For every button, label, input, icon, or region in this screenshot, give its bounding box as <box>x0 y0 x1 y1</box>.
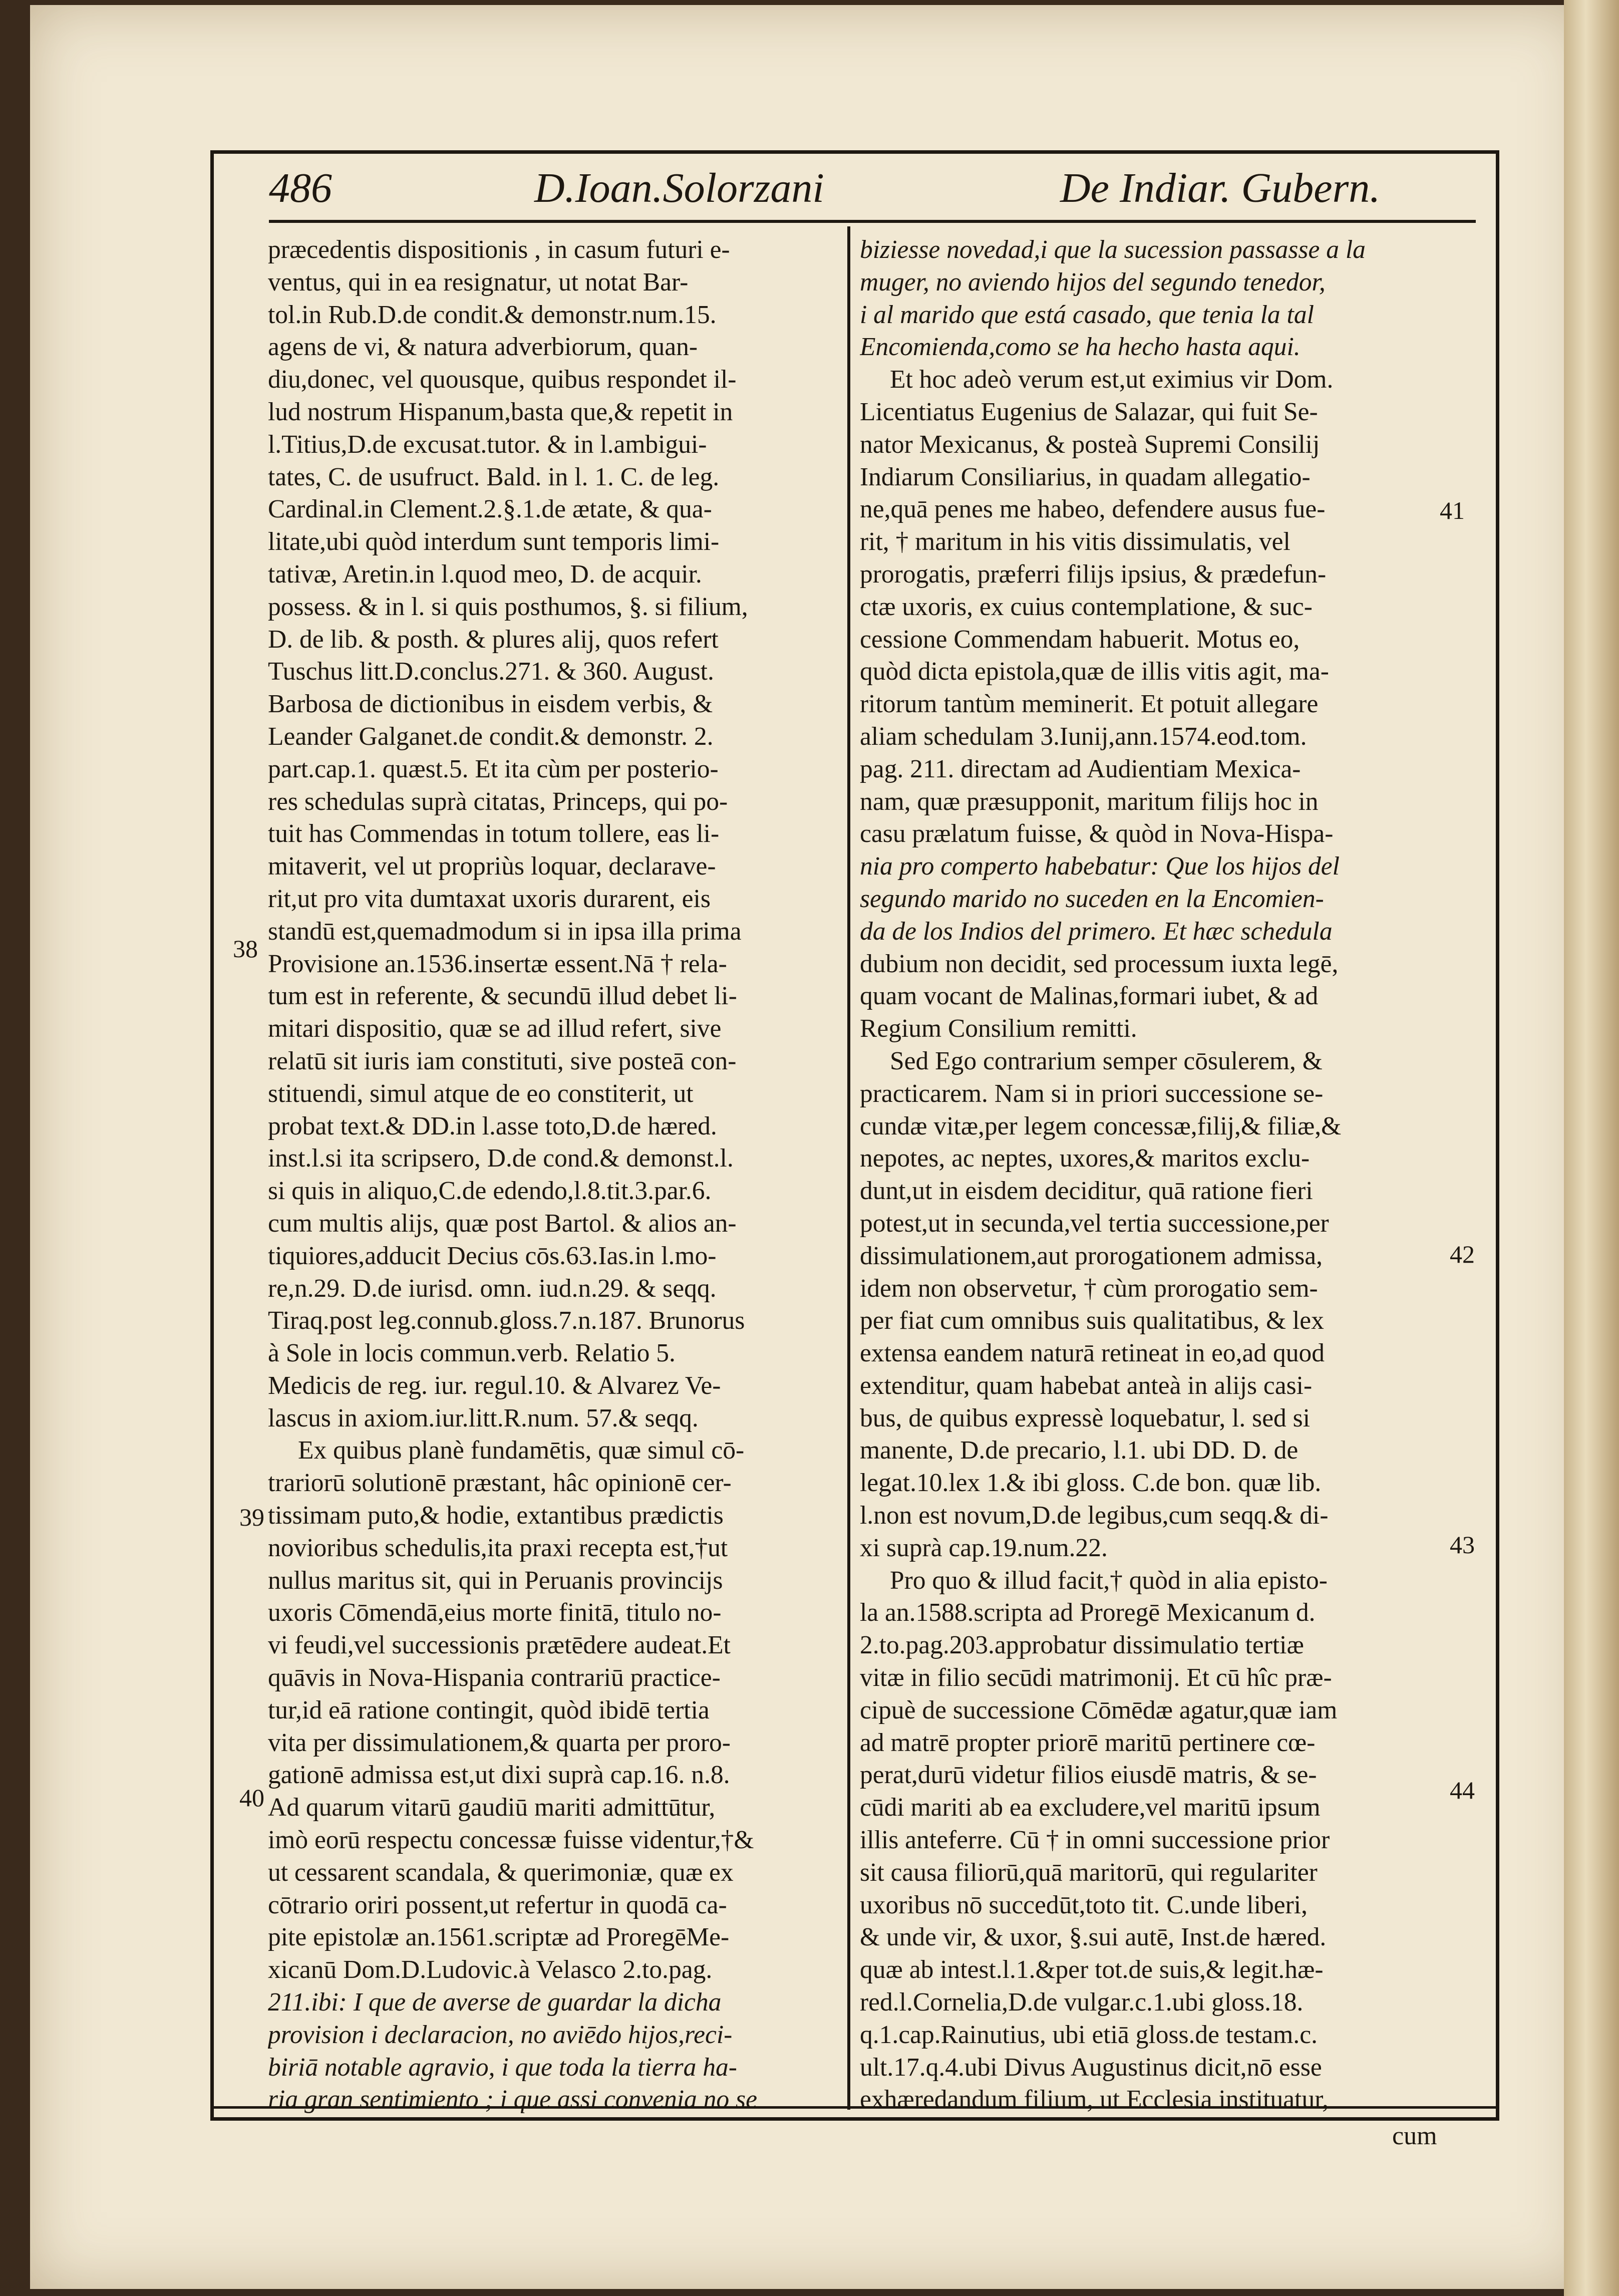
text-line: nia pro comperto habebatur: Que los hijos del <box>860 852 1340 881</box>
text-line: Pro quo & illud facit,† quòd in alia episto- <box>890 1566 1328 1595</box>
margin-number-39: 39 <box>239 1503 264 1531</box>
catchword: cum <box>1392 2122 1437 2150</box>
text-frame <box>210 150 1499 2121</box>
text-line: extensa eandem naturā retineat in eo,ad quod <box>860 1339 1325 1368</box>
text-line: ult.17.q.4.ubi Divus Augustinus dicit,nō esse <box>860 2053 1322 2082</box>
text-line: re,n.29. D.de iurisd. omn. iud.n.29. & seqq. <box>268 1274 717 1303</box>
text-line: Provisione an.1536.insertæ essent.Nā † rela- <box>268 949 727 978</box>
text-line: quam vocant de Malinas,formari iubet, & ad <box>860 982 1319 1011</box>
margin-number-42: 42 <box>1450 1240 1475 1268</box>
text-line: vita per dissimulationem,& quarta per proro- <box>268 1728 731 1757</box>
text-line: i al marido que está casado, que tenia la tal <box>860 300 1314 329</box>
text-line: probat text.& DD.in l.asse toto,D.de hæred. <box>268 1111 717 1140</box>
text-line: lud nostrum Hispanum,basta que,& repetit in <box>268 397 733 426</box>
text-line: si quis in aliquo,C.de edendo,l.8.tit.3.par.6. <box>268 1177 712 1206</box>
text-line: cundæ vitæ,per legem concessæ,filij,& filiæ,& <box>860 1111 1342 1140</box>
text-line: per fiat cum omnibus suis qualitatibus, & lex <box>860 1306 1324 1335</box>
text-line: mitari dispositio, quæ se ad illud refert, sive <box>268 1014 722 1043</box>
text-line: res schedulas suprà citatas, Princeps, qui po- <box>268 787 728 816</box>
text-line: Medicis de reg. iur. regul.10. & Alvarez Ve- <box>268 1371 721 1400</box>
text-line: illis anteferre. Cū † in omni successione prior <box>860 1826 1330 1855</box>
text-line: ad matrē propter priorē maritū pertinere cœ- <box>860 1728 1316 1757</box>
text-line: litate,ubi quòd interdum sunt temporis limi- <box>268 527 720 556</box>
text-line: muger, no aviendo hijos del segundo tenedor, <box>860 267 1326 297</box>
text-line: Barbosa de dictionibus in eisdem verbis, & <box>268 690 713 719</box>
text-line: cōtrario oriri possent,ut refertur in quodā ca- <box>268 1890 727 1919</box>
text-line: red.l.Cornelia,D.de vulgar.c.1.ubi gloss.18. <box>860 1988 1304 2017</box>
text-line: cūdi mariti ab ea excludere,vel maritū ipsum <box>860 1793 1321 1822</box>
text-line: nam, quæ præsupponit, maritum filijs hoc in <box>860 787 1319 816</box>
text-line: Regium Consilium remitti. <box>860 1014 1137 1043</box>
text-line: ventus, qui in ea resignatur, ut notat Bar- <box>268 267 689 297</box>
text-line: diu,donec, vel quousque, quibus respondet il- <box>268 365 737 394</box>
text-line: nullus maritus sit, qui in Peruanis provincijs <box>268 1566 723 1595</box>
text-line: pite epistolæ an.1561.scriptæ ad ProregēMe- <box>268 1923 730 1952</box>
text-line: da de los Indios del primero. Et hæc schedula <box>860 917 1333 946</box>
text-line: dubium non decidit, sed processum iuxta legē, <box>860 949 1339 978</box>
text-line: gationē admissa est,ut dixi suprà cap.16. n.8. <box>268 1761 730 1790</box>
text-line: standū est,quemadmodum si in ipsa illa prima <box>268 917 742 946</box>
text-line: Indiarum Consiliarius, in quadam allegatio- <box>860 462 1311 491</box>
text-line: præcedentis dispositionis , in casum futuri e- <box>268 235 730 264</box>
text-line: relatū sit iuris iam constituti, sive posteā con- <box>268 1046 737 1075</box>
text-line: bus, de quibus expressè loquebatur, l. sed si <box>860 1403 1311 1432</box>
text-line: idem non observetur, † cùm prorogatio sem- <box>860 1274 1318 1303</box>
text-line: prorogatis, præferri filijs ipsius, & prædefun- <box>860 559 1327 589</box>
text-line: ne,quā penes me habeo, defendere ausus fue- <box>860 495 1326 524</box>
text-line: rit,ut pro vita dumtaxat uxoris durarent, eis <box>268 884 711 913</box>
margin-number-43: 43 <box>1450 1531 1475 1559</box>
header-rule <box>269 220 1476 223</box>
text-line: dunt,ut in eisdem deciditur, quā ratione fieri <box>860 1177 1313 1206</box>
text-line: Tuschus litt.D.conclus.271. & 360. August. <box>268 657 714 686</box>
text-line: trariorū solutionē præstant, hâc opinionē cer- <box>268 1469 732 1498</box>
text-line: uxoris Cōmendā,eius morte finitā, titulo no- <box>268 1598 722 1627</box>
text-line: Ex quibus planè fundamētis, quæ simul cō- <box>298 1436 745 1465</box>
text-line: sit causa filiorū,quā maritorū, qui regulariter <box>860 1858 1318 1887</box>
column-divider <box>847 226 850 2110</box>
text-line: agens de vi, & natura adverbiorum, quan- <box>268 333 698 362</box>
text-line: xi suprà cap.19.num.22. <box>860 1533 1108 1562</box>
bottom-rule <box>210 2106 1496 2109</box>
text-line: Tiraq.post leg.connub.gloss.7.n.187. Brunorus <box>268 1306 745 1335</box>
text-line: l.non est novum,D.de legibus,cum seqq.& di- <box>860 1501 1329 1530</box>
text-line: q.1.cap.Rainutius, ubi etiā gloss.de testam.c. <box>860 2020 1318 2049</box>
text-line: casu prælatum fuisse, & quòd in Nova-Hispa- <box>860 819 1334 848</box>
text-line: tol.in Rub.D.de condit.& demonstr.num.15. <box>268 300 717 329</box>
text-line: ria gran sentimiento ; i que assi convenia no se <box>268 2085 757 2114</box>
text-line: cipuè de successione Cōmēdæ agatur,quæ iam <box>860 1695 1338 1725</box>
margin-number-38: 38 <box>233 935 258 963</box>
text-line: quòd dicta epistola,quæ de illis vitis agit, ma- <box>860 657 1329 686</box>
text-line: nepotes, ac neptes, uxores,& maritos exclu- <box>860 1144 1310 1173</box>
text-line: potest,ut in secunda,vel tertia successione,per <box>860 1209 1329 1238</box>
text-line: aliam schedulam 3.Iunij,ann.1574.eod.tom. <box>860 722 1307 751</box>
margin-number-40: 40 <box>239 1784 264 1812</box>
text-line: la an.1588.scripta ad Proregē Mexicanum d. <box>860 1598 1316 1627</box>
text-line: biriā notable agravio, i que toda la tierra ha- <box>268 2053 737 2082</box>
margin-number-41: 41 <box>1440 496 1465 524</box>
text-line: vitæ in filio secūdi matrimonij. Et cū hîc præ- <box>860 1663 1332 1692</box>
text-line: à Sole in locis commun.verb. Relatio 5. <box>268 1339 676 1368</box>
text-line: novioribus schedulis,ita praxi recepta est,†ut <box>268 1533 728 1562</box>
text-line: possess. & in l. si quis posthumos, §. si filium, <box>268 592 748 621</box>
text-line: dissimulationem,aut prorogationem admissa, <box>860 1241 1323 1270</box>
running-author: D.Ioan.Solorzani <box>534 165 824 211</box>
text-line: Leander Galganet.de condit.& demonstr. 2. <box>268 722 714 751</box>
right-column <box>860 234 1436 2116</box>
text-line: Encomienda,como se ha hecho hasta aqui. <box>860 333 1301 362</box>
text-line: part.cap.1. quæst.5. Et ita cùm per posterio- <box>268 754 719 783</box>
text-line: cessione Commendam habuerit. Motus eo, <box>860 625 1300 654</box>
text-line: quæ ab intest.l.1.&per tot.de suis,& legit.hæ- <box>860 1955 1324 1984</box>
text-line: provision i declaracion, no aviēdo hijos,reci- <box>268 2020 733 2049</box>
text-line: ritorum tantùm meminerit. Et potuit allegare <box>860 690 1319 719</box>
text-line: legat.10.lex 1.& ibi gloss. C.de bon. quæ lib. <box>860 1469 1322 1498</box>
text-line: xicanū Dom.D.Ludovic.à Velasco 2.to.pag. <box>268 1955 713 1984</box>
text-line: exhæredandum filium, ut Ecclesia instituatur, <box>860 2085 1329 2114</box>
text-line: pag. 211. directam ad Audientiam Mexica- <box>860 754 1301 783</box>
text-line: tur,id eā ratione contingit, quòd ibidē tertia <box>268 1695 710 1725</box>
text-line: 211.ibi: I que de averse de guardar la dicha <box>268 1988 722 2017</box>
text-line: D. de lib. & posth. & plures alij, quos refert <box>268 625 719 654</box>
text-line: rit, † maritum in his vitis dissimulatis, vel <box>860 527 1290 556</box>
page-number: 486 <box>269 165 332 211</box>
text-line: mitaverit, vel ut propriùs loquar, declarave- <box>268 852 716 881</box>
running-header <box>269 164 1471 224</box>
margin-number-44: 44 <box>1450 1776 1475 1804</box>
text-line: Et hoc adeò verum est,ut eximius vir Dom. <box>890 365 1334 394</box>
text-line: tissimam puto,& hodie, extantibus prædictis <box>268 1501 724 1530</box>
running-title: De Indiar. Gubern. <box>1060 165 1381 211</box>
text-line: extenditur, quam habebat anteà in alijs casi- <box>860 1371 1313 1400</box>
text-line: ut cessarent scandala, & querimoniæ, quæ ex <box>268 1858 734 1887</box>
text-line: Cardinal.in Clement.2.§.1.de ætate, & qua- <box>268 495 712 524</box>
text-line: perat,durū videtur filios eiusdē matris, & se- <box>860 1761 1317 1790</box>
text-line: imò eorū respectu concessæ fuisse videntur,†& <box>268 1826 754 1855</box>
text-line: Sed Ego contrarium semper cōsulerem, & <box>890 1046 1323 1075</box>
text-line: cum multis alijs, quæ post Bartol. & alios an- <box>268 1209 737 1238</box>
text-line: l.Titius,D.de excusat.tutor. & in l.ambigui- <box>268 430 707 459</box>
text-line: nator Mexicanus, & posteà Supremi Consilij <box>860 430 1320 459</box>
text-line: 2.to.pag.203.approbatur dissimulatio tertiæ <box>860 1631 1304 1660</box>
text-line: tum est in referente, & secundū illud debet li- <box>268 982 737 1011</box>
text-line: lascus in axiom.iur.litt.R.num. 57.& seqq. <box>268 1403 699 1432</box>
text-line: tuit has Commendas in totum tollere, eas li- <box>268 819 720 848</box>
text-line: uxoribus nō succedūt,toto tit. C.unde liberi, <box>860 1890 1308 1919</box>
left-column <box>268 234 844 2116</box>
text-line: & unde vir, & uxor, §.sui autē, Inst.de hæred. <box>860 1923 1327 1952</box>
page-edge-stack <box>1564 0 1619 2296</box>
text-line: practicarem. Nam si in priori successione se- <box>860 1079 1324 1108</box>
text-line: quāvis in Nova-Hispania contrariū practice- <box>268 1663 721 1692</box>
text-line: inst.l.si ita scripsero, D.de cond.& demonst.l. <box>268 1144 734 1173</box>
text-line: biziesse novedad,i que la sucession passasse a la <box>860 235 1366 264</box>
text-line: tativæ, Aretin.in l.quod meo, D. de acquir. <box>268 559 702 589</box>
text-line: Licentiatus Eugenius de Salazar, qui fuit Se- <box>860 397 1318 426</box>
text-line: Ad quarum vitarū gaudiū mariti admittūtur, <box>268 1793 716 1822</box>
text-line: tates, C. de usufruct. Bald. in l. 1. C. de leg. <box>268 462 720 491</box>
text-line: manente, D.de precario, l.1. ubi DD. D. de <box>860 1436 1299 1465</box>
text-line: vi feudi,vel successionis prætēdere audeat.Et <box>268 1631 731 1660</box>
text-line: tiquiores,adducit Decius cōs.63.Ias.in l.mo- <box>268 1241 717 1270</box>
text-line: stituendi, simul atque de eo constiterit, ut <box>268 1079 694 1108</box>
text-line: ctæ uxoris, ex cuius contemplatione, & suc- <box>860 592 1313 621</box>
text-line: segundo marido no suceden en la Encomien- <box>860 884 1324 913</box>
